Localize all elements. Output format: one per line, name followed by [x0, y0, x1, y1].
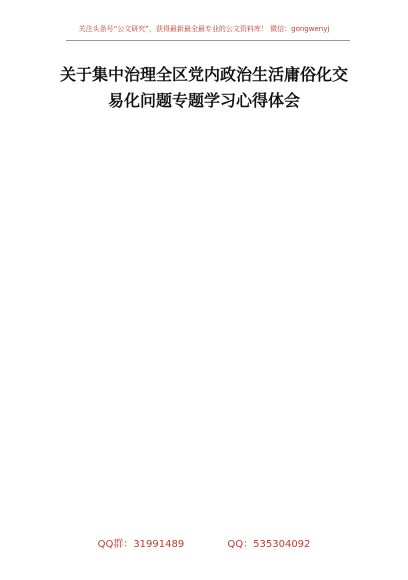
paragraph-3-line: [88, 409, 344, 430]
paragraph-2-line: [88, 212, 344, 233]
paragraph-2-line: [88, 170, 344, 191]
paragraph-2-line: [88, 275, 344, 296]
paragraph-2-line: [88, 233, 344, 254]
paragraph-2-line: [88, 254, 344, 275]
paragraph-3-line: [88, 472, 344, 493]
paragraph-3-line: [88, 493, 344, 514]
paragraph-1-line: [88, 120, 344, 141]
paragraph-gap: [88, 317, 344, 325]
paragraph-3-line: [88, 325, 344, 346]
header-divider: [66, 40, 350, 41]
footer-qq-group: QQ群：31991489: [97, 539, 185, 550]
paragraph-2-line: [88, 191, 344, 212]
footer-contact: [0, 535, 408, 550]
title-line-1: 关于集中治理全区党内政治生活庸俗化交: [59, 65, 348, 84]
paragraph-3-line: [88, 367, 344, 388]
paragraph-3-line: [88, 514, 344, 535]
paragraph-3-line: [88, 430, 344, 451]
paragraph-gap: [88, 162, 344, 170]
paragraph-3-line: [88, 388, 344, 409]
paragraph-2-line: [88, 296, 344, 317]
paragraph-3-line: [88, 451, 344, 472]
paragraph-1-line: [88, 141, 344, 162]
title-line-2: 易化问题专题学习心得体会: [107, 91, 300, 110]
paragraph-3-line: [88, 346, 344, 367]
document-body: [88, 120, 344, 535]
document-title: [56, 62, 352, 114]
header-notice: 关注头条号“公文研究”，获得最新最全最专业的公文资料库！ 微信：gongwenyj: [78, 25, 330, 33]
footer-qq-number: QQ：535304092: [227, 539, 311, 550]
